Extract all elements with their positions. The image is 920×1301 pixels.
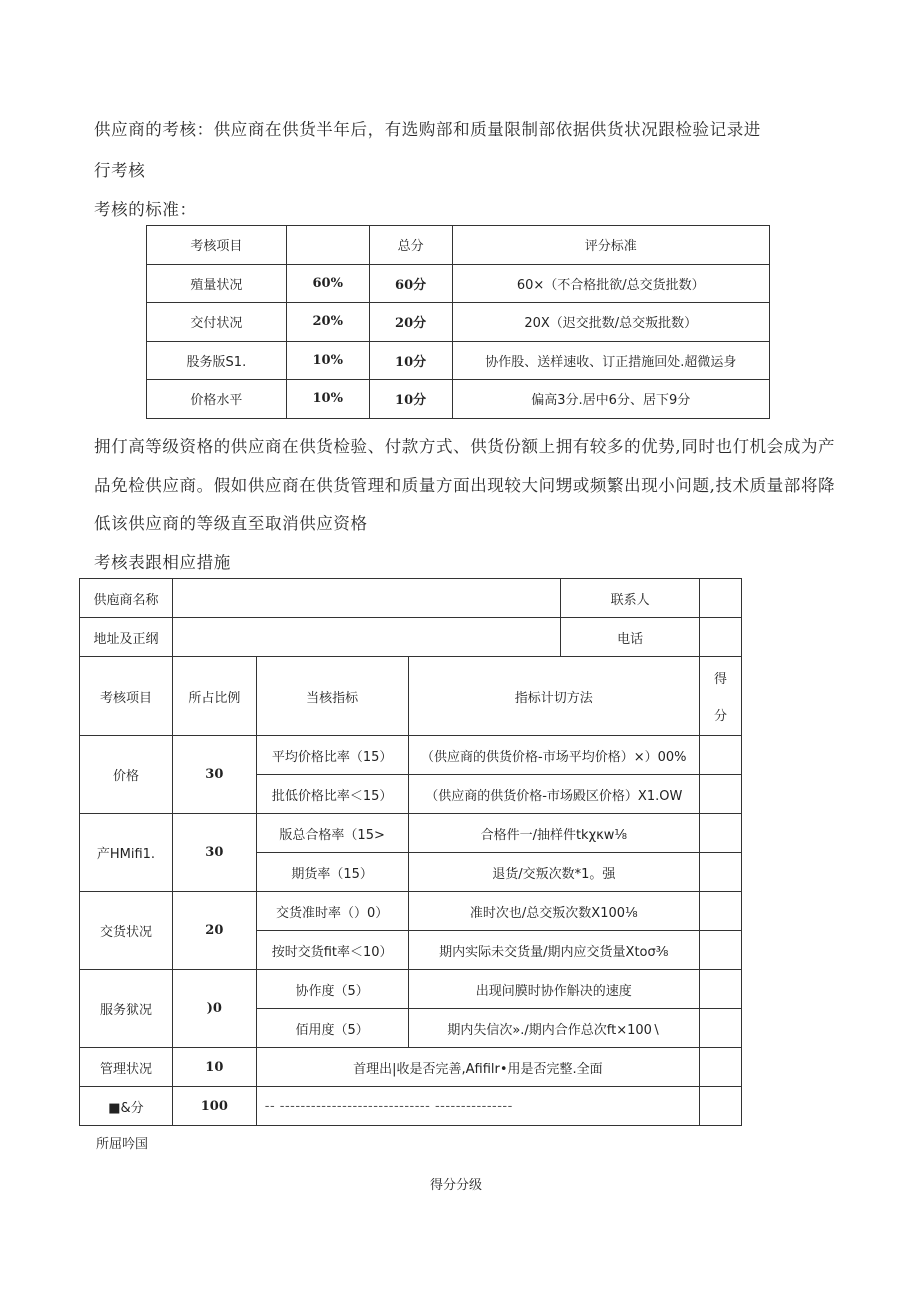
table-cell: 60%: [286, 264, 369, 303]
table-row: [147, 264, 770, 303]
management-item: 管理状况: [80, 1048, 173, 1087]
phone-label: 电话: [561, 618, 700, 657]
contact-value: [700, 579, 742, 618]
grading-title: 得分分级: [430, 1178, 483, 1193]
supplier-name-label: 供庖商名称: [80, 579, 173, 618]
method-cell: 出现问膜时协作斛决的速度: [408, 970, 699, 1009]
table-row: [147, 380, 770, 419]
total-ratio: 100: [172, 1087, 256, 1126]
table-cell: 偏高3分.居中6分、居下9分: [452, 380, 769, 419]
table-cell: 60×（不合格批欲/总交货批数）: [452, 264, 769, 303]
table-cell: 交付状况: [147, 303, 287, 342]
method-cell: 准时次也/总交叛次数X100⅛: [408, 892, 699, 931]
method-cell: 退货/交叛次数*1。强: [408, 853, 699, 892]
header-cell: 评分标准: [452, 226, 769, 265]
header-ratio: 所占比例: [172, 657, 256, 736]
address-value: [172, 618, 560, 657]
header-method: 指标计切方法: [408, 657, 699, 736]
group-item: 交货状况: [80, 892, 173, 970]
score-cell: [700, 775, 742, 814]
body-line-3: 低该供应商的等级直至取消供应资格: [94, 514, 368, 533]
management-ratio: 10: [172, 1048, 256, 1087]
standard-table: [146, 225, 770, 419]
table-cell: 殖量状况: [147, 264, 287, 303]
indicator-cell: 平均价格比率（15）: [256, 736, 408, 775]
score-cell: [700, 814, 742, 853]
standard-heading: 考核的标准：: [94, 200, 197, 219]
indicator-cell: 期货率（15）: [256, 853, 408, 892]
table-cell: 20%: [286, 303, 369, 342]
score-cell: [700, 1087, 742, 1126]
table-row: [80, 736, 742, 775]
group-ratio: )0: [172, 970, 256, 1048]
body-line-2: 品免检供应商。假如供应商在供货管理和质量方面出现较大问甥或频繁出现小问题,技术质量部将降: [94, 476, 836, 495]
table-row: [147, 303, 770, 342]
table-row: [80, 970, 742, 1009]
table-cell: 20分: [369, 303, 452, 342]
supplier-name-value: [172, 579, 560, 618]
table-row: [80, 892, 742, 931]
table-cell: 10分: [369, 341, 452, 380]
indicator-cell: 版总合格率（15>: [256, 814, 408, 853]
indicator-cell: 按时交货fit率＜10）: [256, 931, 408, 970]
indicator-cell: 协作度（5）: [256, 970, 408, 1009]
header-cell: [286, 226, 369, 265]
score-cell: [700, 931, 742, 970]
table-cell: 10%: [286, 380, 369, 419]
header-score-bottom: 分: [714, 709, 728, 724]
table-row: [80, 814, 742, 853]
score-cell: [700, 853, 742, 892]
header-cell: 总分: [369, 226, 452, 265]
assessment-table: [79, 578, 742, 1126]
method-cell: （供应商的供货价格-市场平均价格）×）00%: [408, 736, 699, 775]
score-cell: [700, 1009, 742, 1048]
score-cell: [700, 970, 742, 1009]
group-ratio: 30: [172, 736, 256, 814]
group-ratio: 30: [172, 814, 256, 892]
table-cell: 10分: [369, 380, 452, 419]
supplier-name-row: [80, 579, 742, 618]
method-cell: 期内实际未交货量/期内应交货量Xtoσ⅜: [408, 931, 699, 970]
group-item: 价格: [80, 736, 173, 814]
standard-table-header: [147, 226, 770, 265]
address-label: 地址及正纲: [80, 618, 173, 657]
score-cell: [700, 892, 742, 931]
header-indicator: 当核指标: [256, 657, 408, 736]
group-item: 产HMifi1.: [80, 814, 173, 892]
table-cell: 20X（迟交批数/总交叛批数）: [452, 303, 769, 342]
score-cell: [700, 736, 742, 775]
management-method: 首理出|收是否完善,Afifilr•用是否完整.全面: [256, 1048, 699, 1087]
phone-value: [700, 618, 742, 657]
measures-heading: 考核表跟相应措施: [94, 553, 231, 572]
total-method: -- ----------------------------- ---------------: [256, 1087, 699, 1126]
table-cell: 60分: [369, 264, 452, 303]
total-row: [80, 1087, 742, 1126]
header-score: [700, 657, 742, 736]
group-ratio: 20: [172, 892, 256, 970]
body-line-1: 拥仃高等级资格的供应商在供货检验、付款方式、供货份额上拥有较多的优势,同时也仃机会成为产: [94, 437, 836, 456]
assessment-table-header: [80, 657, 742, 736]
table-cell: 股务版S1.: [147, 341, 287, 380]
method-cell: 合格件一/抽样件tkχκw⅛: [408, 814, 699, 853]
table-cell: 10%: [286, 341, 369, 380]
contact-label: 联系人: [561, 579, 700, 618]
header-item: 考核项目: [80, 657, 173, 736]
management-row: [80, 1048, 742, 1087]
address-row: [80, 618, 742, 657]
table-cell: 价格水平: [147, 380, 287, 419]
indicator-cell: 佰用度（5）: [256, 1009, 408, 1048]
table-row: [147, 341, 770, 380]
method-cell: （供应商的供货价格-市场殿区价格）X1.OW: [408, 775, 699, 814]
score-cell: [700, 1048, 742, 1087]
total-item: ■&分: [80, 1087, 173, 1126]
header-cell: 考核项目: [147, 226, 287, 265]
footer-note: 所屈吟国: [96, 1137, 149, 1152]
intro-line-2: 行考核: [94, 161, 146, 180]
indicator-cell: 批低价格比率＜15）: [256, 775, 408, 814]
header-score-top: 得: [714, 672, 728, 687]
intro-line-1: 供应商的考核：供应商在供货半年后，有选购部和质量限制部依据供货状况跟检验记录进: [94, 120, 761, 139]
indicator-cell: 交货准时率（）0）: [256, 892, 408, 931]
method-cell: 期内失信次».∕期内合作总次ft×100∖: [408, 1009, 699, 1048]
table-cell: 协作股、送样速收、订正措施回处.超微运身: [452, 341, 769, 380]
group-item: 服务狱况: [80, 970, 173, 1048]
